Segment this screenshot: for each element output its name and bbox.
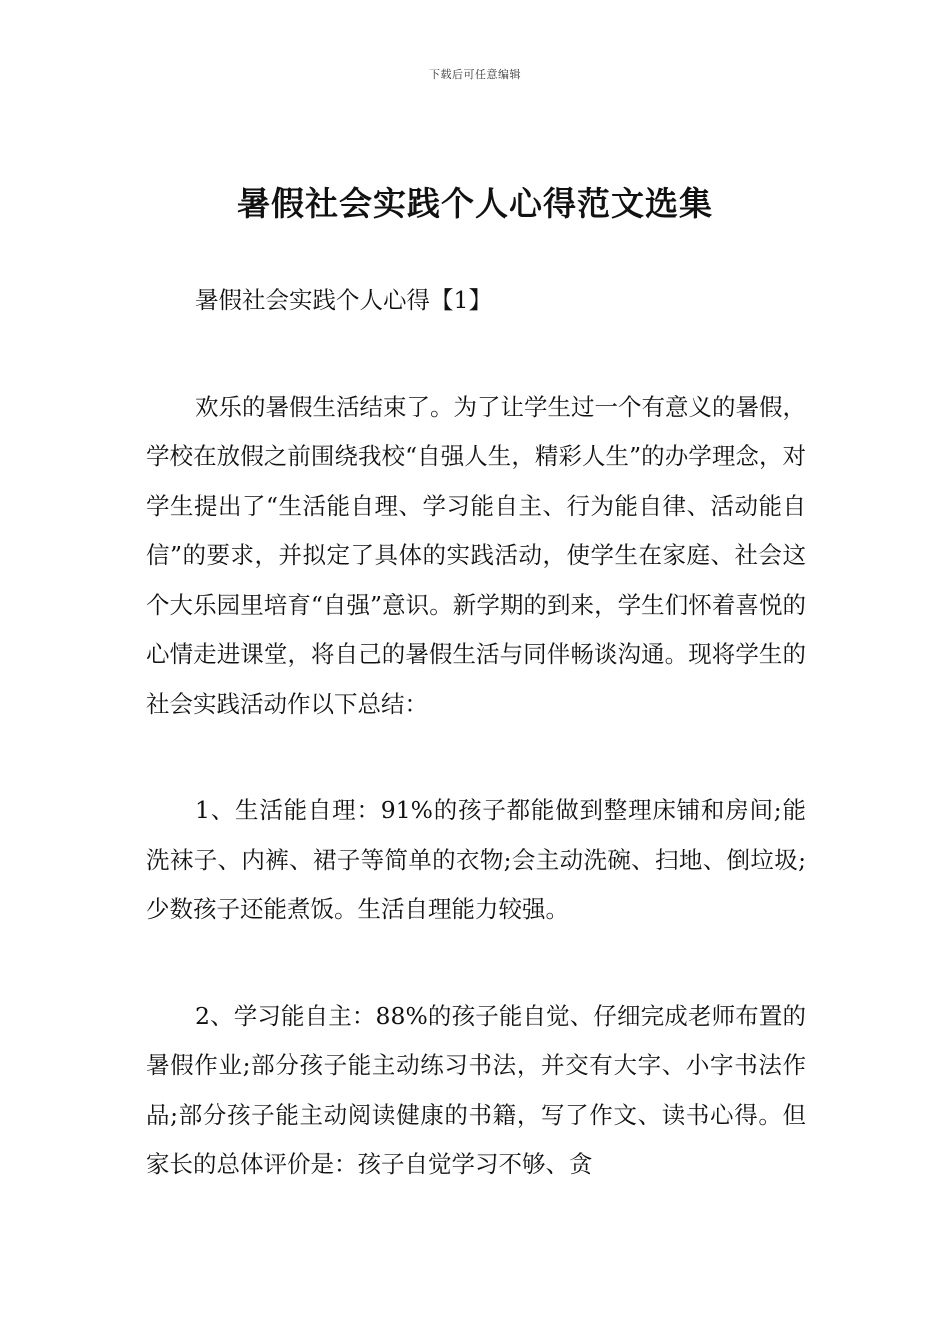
paragraph-spacer	[146, 326, 806, 383]
paragraph-spacer	[146, 935, 806, 992]
section-heading: 暑假社会实践个人心得【1】	[195, 286, 492, 314]
paragraph-spacer	[146, 729, 806, 786]
paragraph-self-study: 2、学习能自主：88%的孩子能自觉、仔细完成老师布置的暑假作业;部分孩子能主动练习书法，并交有大字、小字书法作品;部分孩子能主动阅读健康的书籍，写了作文、读书心得。但家长的总体评价是：孩子自觉学习不够、贪	[146, 1001, 806, 1178]
document-body	[146, 276, 806, 1190]
header-note: 下载后可任意编辑	[429, 68, 521, 81]
paragraph-self-care: 1、生活能自理：91%的孩子都能做到整理床铺和房间;能洗袜子、内裤、裙子等简单的衣物;会主动洗碗、扫地、倒垃圾;少数孩子还能煮饭。生活自理能力较强。	[146, 796, 806, 923]
document-title: 暑假社会实践个人心得范文选集	[237, 184, 713, 223]
paragraph-intro: 欢乐的暑假生活结束了。为了让学生过一个有意义的暑假，学校在放假之前围绕我校“自强人生，精彩人生”的办学理念，对学生提出了“生活能自理、学习能自主、行为能自律、活动能自信”的要求，并拟定了具体的实践活动，使学生在家庭、社会这个大乐园里培育“自强”意识。新学期的到来，学生们怀着喜悦的心情走进课堂，将自己的暑假生活与同伴畅谈沟通。现将学生的社会实践活动作以下总结：	[146, 392, 806, 718]
